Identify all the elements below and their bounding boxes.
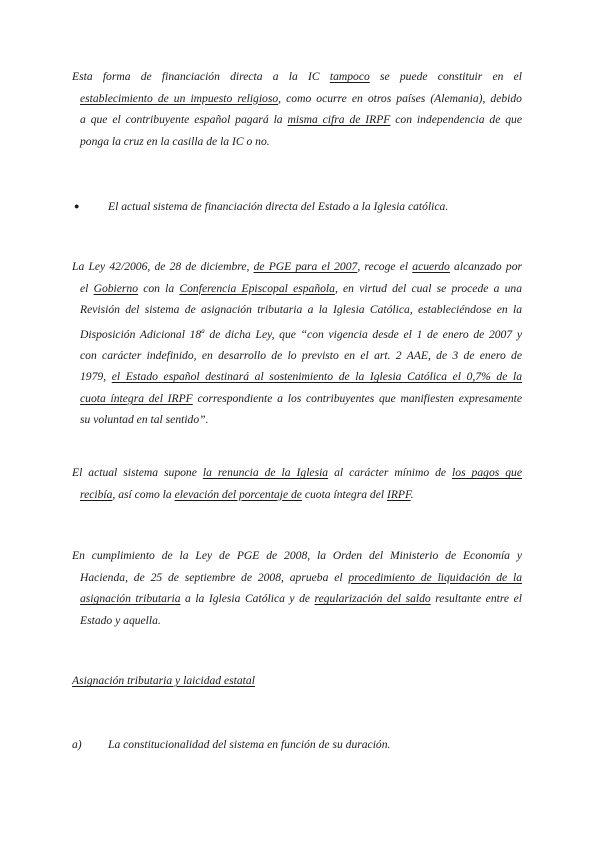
text-run: Disposición Adicional 18 <box>80 327 202 341</box>
text-run: a que el contribuyente español pagará la <box>80 113 288 126</box>
text-run: resultante entre el <box>430 592 522 605</box>
text-run: a la Iglesia Católica y de <box>180 592 315 605</box>
paragraph-ley-pge-2008 <box>72 545 522 631</box>
text-run: Esta forma de financiación directa a la IC <box>72 70 330 83</box>
enum-text: La constitucionalidad del sistema en función de su duración. <box>108 738 391 751</box>
paragraph-financing-form <box>72 66 522 152</box>
underlined-term: tampoco <box>329 70 370 83</box>
text-run: alcanzado por <box>449 260 523 273</box>
text-line: En cumplimiento de la Ley de PGE de 2008, la Orden del Ministerio de Economía y <box>72 549 522 562</box>
text-run: cuota íntegra del <box>301 487 387 501</box>
text-line: ponga la cruz en la casilla de la IC o no. <box>80 134 270 148</box>
underlined-term: Conferencia Episcopal española <box>179 281 335 295</box>
text-run: , en virtud del cual se procede a una <box>334 281 522 295</box>
superscript: a <box>201 326 205 335</box>
bullet-marker: ● <box>74 201 80 211</box>
text-run: con la <box>138 281 180 295</box>
underlined-term: regularización del saldo <box>314 592 431 605</box>
text-run: correspondiente a los contribuyentes que manifiesten expresamente <box>192 391 522 405</box>
underlined-term: la renuncia de la Iglesia <box>202 466 329 479</box>
section-heading <box>72 670 255 691</box>
text-run: Hacienda, de 25 de septiembre de 2008, aprueba el <box>80 570 349 584</box>
bullet-text: El actual sistema de financiación directa del Estado a la Iglesia católica. <box>108 200 449 213</box>
text-run: de dicha Ley, que “con vigencia desde el 1 de enero de 2007 y <box>204 327 522 341</box>
text-run: , como ocurre en otros países (Alemania), debido <box>278 91 522 105</box>
text-run: se puede constituir en el <box>369 70 523 83</box>
underlined-term: de PGE para el 2007 <box>253 260 358 273</box>
underlined-term: recibía <box>80 487 113 501</box>
text-run: El actual sistema supone <box>72 466 203 479</box>
text-run: , recoge el <box>357 260 413 273</box>
paragraph-actual-sistema <box>72 462 522 505</box>
text-line: su voluntad en tal sentido”. <box>80 413 209 427</box>
underlined-term: cuota íntegra del IRPF <box>80 391 193 405</box>
text-run: La Ley 42/2006, de 28 de diciembre, <box>72 260 254 273</box>
underlined-term: acuerdo <box>412 260 450 273</box>
text-line: con carácter indefinido, en desarrollo de lo previsto en el art. 2 AAE, de 3 de enero de <box>80 348 522 362</box>
paragraph-ley-42-2006 <box>72 256 522 431</box>
text-run: con independencia de que <box>390 113 522 126</box>
text-line: Revisión del sistema de asignación tributaria a la Iglesia Católica, estableciéndose en la <box>80 303 522 316</box>
text-run: al carácter mínimo de <box>328 466 453 479</box>
text-run: , así como la <box>112 487 175 501</box>
text-run: el <box>80 281 94 295</box>
enum-marker: a) <box>72 738 82 751</box>
underlined-term: elevación del porcentaje de <box>174 487 302 501</box>
underlined-term: asignación tributaria <box>80 592 181 605</box>
underlined-term: IRPF <box>386 487 411 501</box>
underlined-term: misma cifra de IRPF <box>287 113 391 126</box>
text-run: . <box>410 487 414 501</box>
underlined-term: Gobierno <box>93 281 139 295</box>
text-line: Estado y aquella. <box>80 613 161 627</box>
underlined-term: el Estado español destinará al sostenimiento de la Iglesia Católica el 0,7% de la <box>111 370 522 384</box>
underlined-term: procedimiento de liquidación de la <box>348 570 523 584</box>
underlined-term: establecimiento de un impuesto religioso <box>80 91 279 105</box>
heading-text: Asignación tributaria y laicidad estatal <box>72 674 255 687</box>
text-run: 1979, <box>80 370 112 384</box>
underlined-term: los pagos que <box>452 466 522 479</box>
